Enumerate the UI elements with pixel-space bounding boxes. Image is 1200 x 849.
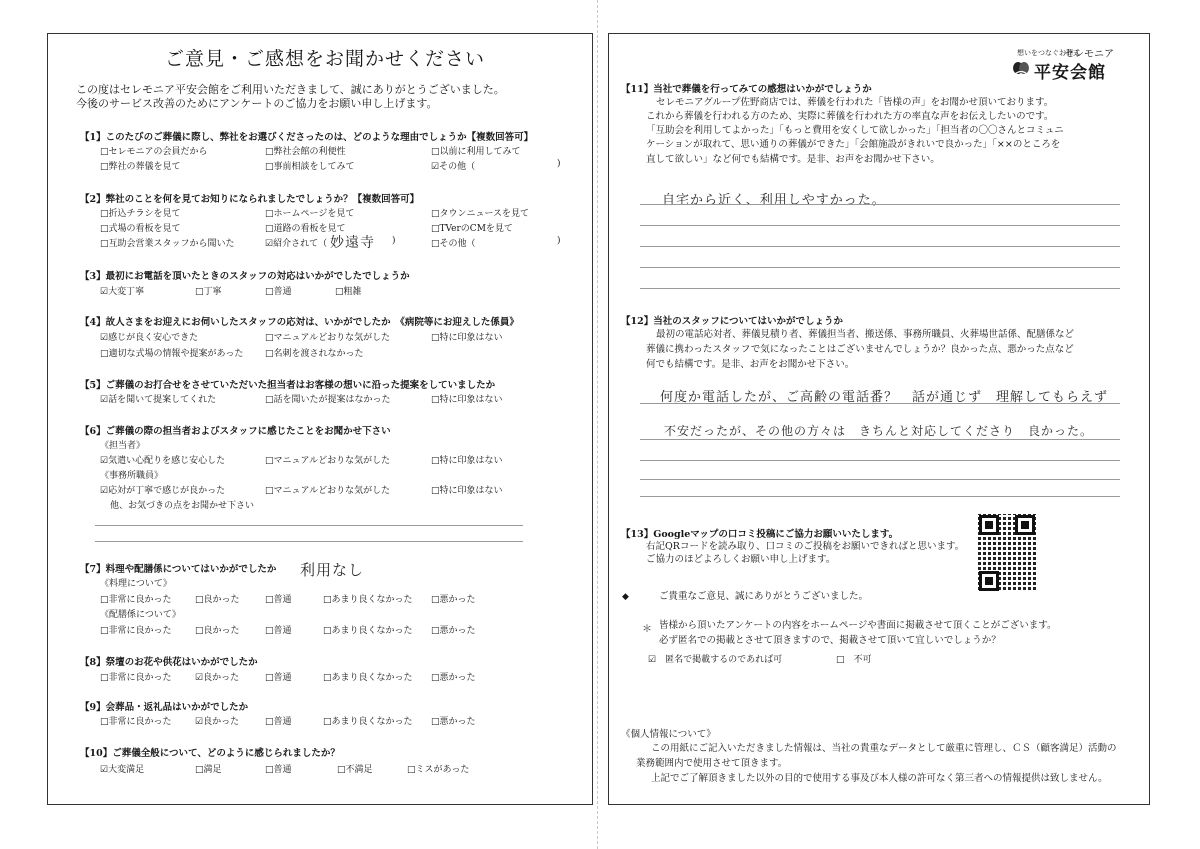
q2-option-homepage[interactable]: □ホームページを見て — [265, 209, 355, 219]
question-7: 【7】料理や配膳係についてはいかがでしたか — [80, 564, 277, 575]
q7-subheading-servers: 《配膳係について》 — [100, 610, 181, 620]
q8-option-normal[interactable]: □普通 — [265, 673, 292, 683]
q2-referral-close: ) — [392, 236, 396, 246]
q1-option-convenience[interactable]: □弊社会館の利便性 — [265, 147, 346, 157]
q7-servers-very-good[interactable]: □非常に良かった — [100, 626, 172, 636]
q4-option-no-impression[interactable]: □特に印象はない — [431, 333, 503, 343]
q12-line-1: 最初の電話応対者、葬儀見積り者、葬儀担当者、搬送係、事務所職員、火葬場世話係、配膳係など — [656, 329, 1075, 340]
q8-option-very-good[interactable]: □非常に良かった — [100, 673, 172, 683]
qr-code-icon[interactable] — [978, 514, 1036, 592]
question-3: 【3】最初にお電話を頂いたときのスタッフの対応はいかがでしたでしょうか — [80, 271, 410, 282]
q6-comment-line-2[interactable] — [95, 541, 523, 542]
publish-line-1: 皆様から頂いたアンケートの内容をホームページや書面に掲載させて頂くことがございます。 — [659, 620, 1057, 631]
q2-other-close: ) — [557, 236, 561, 246]
q8-option-bad[interactable]: □悪かった — [431, 673, 476, 683]
q7-servers-good[interactable]: □良かった — [195, 626, 240, 636]
q2-option-sales-staff[interactable]: □互助会営業スタッフから聞いた — [100, 239, 235, 249]
q1-option-consultation[interactable]: □事前相談をしてみて — [265, 162, 355, 172]
q13-line-2: ご協力のほどよろしくお願い申し上げます。 — [646, 554, 836, 565]
q6-subheading-staff: 《担当者》 — [100, 441, 146, 451]
q2-referral-handwriting: 妙遠寺 — [330, 235, 375, 251]
logo-main: 平安会館 — [1034, 63, 1106, 83]
q3-option-normal[interactable]: □普通 — [265, 287, 292, 297]
q10-option-very-satisfied[interactable]: ☑大変満足 — [100, 765, 145, 775]
q2-option-flyer[interactable]: □折込チラシを見て — [100, 209, 181, 219]
q4-option-manual[interactable]: □マニュアルどおりな気がした — [265, 333, 391, 343]
q9-option-not-good[interactable]: □あまり良くなかった — [323, 717, 413, 727]
question-5: 【5】ご葬儀のお打合せをさせていただいた担当者はお客様の想いに沿った提案をしていましたか — [80, 380, 496, 391]
q10-option-unsatisfied[interactable]: □不満足 — [337, 765, 373, 775]
q7-food-not-good[interactable]: □あまり良くなかった — [323, 595, 413, 605]
q6-comment-line-1[interactable] — [95, 525, 523, 526]
q11-line-2: これから葬儀を行われる方のため、実際に葬儀を行われた方の率直な声をお伝えしたいのです。 — [646, 111, 1054, 122]
q6-option-manual[interactable]: □マニュアルどおりな気がした — [265, 456, 391, 466]
q10-option-satisfied[interactable]: □満足 — [195, 765, 222, 775]
question-4: 【4】故人さまをお迎えにお伺いしたスタッフの応対は、いかがでしたか 《病院等にお迎えした係員》 — [80, 317, 519, 328]
q11-handwriting: 自宅から近く、利用しやすかった。 — [662, 193, 886, 208]
q10-option-normal[interactable]: □普通 — [265, 765, 292, 775]
q7-servers-not-good[interactable]: □あまり良くなかった — [323, 626, 413, 636]
q11-line-1: セレモニアグループ佐野商店では、葬儀を行われた「皆様の声」をお聞かせ頂いております。 — [656, 97, 1054, 108]
q7-food-bad[interactable]: □悪かった — [431, 595, 476, 605]
q2-option-town-news[interactable]: □タウンニュースを見て — [431, 209, 530, 219]
q13-line-1: 右記QRコードを読み取り、口コミのご投稿をお願いできればと思います。 — [646, 541, 965, 552]
q4-option-reassuring[interactable]: ☑感じが良く安心できた — [100, 333, 199, 343]
publish-option-decline[interactable]: □ 不可 — [836, 655, 872, 665]
q12-handwriting-line-2: 不安だったが、その他の方々は きちんと対応してくださり 良かった。 — [664, 424, 1094, 438]
q11-answer-line-4[interactable] — [640, 267, 1120, 268]
q3-option-polite[interactable]: □丁寧 — [195, 287, 222, 297]
q6-option-office-no-impression[interactable]: □特に印象はない — [431, 486, 503, 496]
q7-food-good[interactable]: □良かった — [195, 595, 240, 605]
q2-option-hall-sign[interactable]: □式場の看板を見て — [100, 224, 181, 234]
q5-option-no-impression[interactable]: □特に印象はない — [431, 395, 503, 405]
q6-option-caring[interactable]: ☑気遣い心配りを感じ安心した — [100, 456, 226, 466]
q5-option-listened-proposed[interactable]: ☑話を聞いて提案してくれた — [100, 395, 217, 405]
logo-tagline: 想いをつなぐお葬式 — [1017, 49, 1080, 57]
q2-option-road-sign[interactable]: □道路の看板を見て — [265, 224, 346, 234]
q4-option-venue-info[interactable]: □適切な式場の情報や提案があった — [100, 349, 244, 359]
q1-other-close: ) — [557, 159, 561, 169]
q7-food-normal[interactable]: □普通 — [265, 595, 292, 605]
q12-handwriting-line-1: 何度か電話したが、ご高齢の電話番？ 話が通じず 理解してもらえず — [660, 390, 1109, 405]
q6-option-office-manual[interactable]: □マニュアルどおりな気がした — [265, 486, 391, 496]
q11-answer-line-2[interactable] — [640, 225, 1120, 226]
question-10: 【10】ご葬儀全般について、どのように感じられましたか？ — [80, 748, 340, 759]
q9-option-good[interactable]: ☑良かった — [195, 717, 240, 727]
q9-option-very-good[interactable]: □非常に良かった — [100, 717, 172, 727]
q12-answer-line-4[interactable] — [640, 479, 1120, 480]
q12-answer-line-2[interactable] — [640, 439, 1120, 440]
q12-answer-line-3[interactable] — [640, 460, 1120, 461]
q6-subheading-office: 《事務所職員》 — [100, 471, 164, 481]
q3-option-very-polite[interactable]: ☑大変丁寧 — [100, 287, 145, 297]
question-8: 【8】祭壇のお花や供花はいかがでしたか — [80, 657, 258, 668]
q2-option-tv-cm[interactable]: □TVerのCMを見て — [431, 224, 513, 234]
privacy-line-1: この用紙にご記入いただきました情報は、当社の貴重なデータとして厳重に管理し、ＣＳ（顧客満足）活動の — [651, 743, 1117, 754]
diamond-bullet-icon: ◆ — [622, 592, 629, 602]
q11-answer-line-1[interactable] — [640, 204, 1120, 205]
q6-option-office-polite[interactable]: ☑応対が丁寧で感じが良かった — [100, 486, 226, 496]
q8-option-not-good[interactable]: □あまり良くなかった — [323, 673, 413, 683]
q2-option-other[interactable]: □その他（ — [431, 239, 476, 249]
q1-option-member[interactable]: □セレモニアの会員だから — [100, 147, 208, 157]
q5-option-no-proposal[interactable]: □話を聞いたが提案はなかった — [265, 395, 391, 405]
question-12: 【12】当社のスタッフについてはいかがでしょうか — [621, 316, 844, 327]
q9-option-bad[interactable]: □悪かった — [431, 717, 476, 727]
q12-answer-line-5[interactable] — [640, 496, 1120, 497]
q11-line-3: 「互助会を利用してよかった」「もっと費用を安くして欲しかった」「担当者の〇〇さんとコミュニ — [646, 125, 1064, 136]
q12-line-3: 何でも結構です。是非、お声をお聞かせ下さい。 — [646, 359, 855, 370]
intro-line-2: 今後のサービス改善のためにアンケートのご協力をお願い申し上げます。 — [76, 97, 438, 110]
q7-servers-bad[interactable]: □悪かった — [431, 626, 476, 636]
q11-answer-line-3[interactable] — [640, 246, 1120, 247]
q1-option-saw-funeral[interactable]: □弊社の葬儀を見て — [100, 162, 181, 172]
q3-option-rough[interactable]: □粗雑 — [335, 287, 362, 297]
q7-food-very-good[interactable]: □非常に良かった — [100, 595, 172, 605]
q6-option-no-impression[interactable]: □特に印象はない — [431, 456, 503, 466]
q10-option-mistake[interactable]: □ミスがあった — [407, 765, 470, 775]
intro-line-1: この度はセレモニア平安会館をご利用いただきまして、誠にありがとうございました。 — [76, 83, 505, 96]
q7-servers-normal[interactable]: □普通 — [265, 626, 292, 636]
privacy-line-3: 上記でご了解頂きました以外の目的で使用する事及び本人様の許可なく第三者への情報提供は致しません。 — [651, 773, 1108, 784]
q7-handwriting: 利用なし — [300, 561, 365, 579]
q11-line-5: 直して欲しい」など何でも結構です。是非、お声をお聞かせ下さい。 — [646, 154, 940, 165]
q8-option-good[interactable]: ☑良かった — [195, 673, 240, 683]
q2-option-referral[interactable]: ☑紹介されて（ — [265, 239, 328, 249]
q12-answer-line-1[interactable] — [640, 403, 1120, 404]
q11-answer-line-5[interactable] — [640, 288, 1120, 289]
question-11: 【11】当社で葬儀を行ってみての感想はいかがでしょうか — [621, 84, 872, 95]
publish-line-2: 必ず匿名での掲載とさせて頂きますので、掲載させて頂いて宜しいでしょうか？ — [659, 635, 1001, 646]
survey-title: ご意見・ご感想をお聞かせください — [165, 48, 486, 70]
logo-mark-icon — [1012, 60, 1030, 80]
thanks-message: ご貴重なご意見、誠にありがとうございました。 — [659, 591, 869, 602]
q9-option-normal[interactable]: □普通 — [265, 717, 292, 727]
question-13: 【13】Googleマップの口コミ投稿にご協力お願いいたします。 — [621, 529, 899, 540]
privacy-line-2: 業務範囲内で使用させて頂きます。 — [636, 758, 788, 769]
question-1: 【1】このたびのご葬儀に際し、弊社をお選びくださったのは、どのような理由でしょうか【複数回答可】 — [80, 132, 534, 143]
publish-option-anonymous[interactable]: ☑ 匿名で掲載するのであれば可 — [648, 655, 783, 665]
asterisk-icon: ＊ — [642, 624, 652, 635]
q11-line-4: ケーションが取れて、思い通りの葬儀ができた」「会館施設がきれいで良かった」「××のところを — [646, 139, 1061, 150]
q12-line-2: 葬儀に携わったスタッフで気になったことはございませんでしょうか？良かった点、悪かった点など — [646, 344, 1074, 355]
privacy-title: 《個人情報について》 — [621, 729, 716, 740]
question-9: 【9】会葬品・返礼品はいかがでしたか — [80, 702, 249, 713]
question-2: 【2】弊社のことを何を見てお知りになられましたでしょうか？【複数回答可】 — [80, 194, 420, 205]
logo-brand: セレモニア — [1064, 49, 1114, 60]
q1-option-used-before[interactable]: □以前に利用してみて — [431, 147, 521, 157]
question-6: 【6】ご葬儀の際の担当者およびスタッフに感じたことをお聞かせ下さい — [80, 426, 391, 437]
q1-option-other[interactable]: ☑その他（ — [431, 162, 476, 172]
q7-subheading-food: 《料理について》 — [100, 579, 172, 589]
q4-option-no-card[interactable]: □名刺を渡されなかった — [265, 349, 364, 359]
q6-other-comments-label: 他、お気づきの点をお聞かせ下さい — [110, 501, 255, 511]
page-fold — [597, 0, 598, 849]
